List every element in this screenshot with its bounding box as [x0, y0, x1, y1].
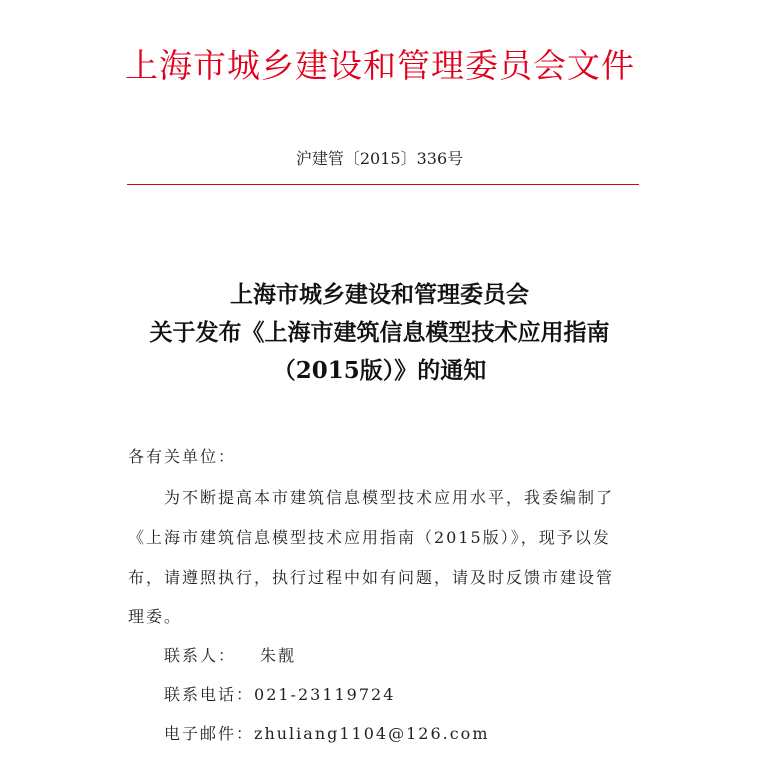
contact-phone-value: 021-23119724 — [254, 685, 396, 704]
red-divider-line — [127, 184, 639, 185]
salutation: 各有关单位： — [128, 447, 237, 466]
contact-email-value: zhuliang1104@126.com — [254, 724, 490, 743]
paragraph-line: 布，请遵照执行，执行过程中如有问题，请及时反馈市建设管 — [128, 568, 615, 587]
paragraph-line: 理委。 — [128, 607, 183, 626]
notice-title-line-3: （2015版）》的通知 — [272, 357, 487, 384]
contact-person-label: 联系人： — [164, 646, 237, 665]
contact-phone-label: 联系电话： — [164, 685, 255, 704]
contact-email-label: 电子邮件： — [164, 724, 255, 743]
contact-phone-row — [164, 682, 395, 705]
contact-person-row — [164, 643, 296, 666]
notice-title-line-2: 关于发布《上海市建筑信息模型技术应用指南 — [149, 319, 610, 346]
document-number: 沪建管〔2015〕336号 — [295, 149, 464, 168]
notice-title — [0, 276, 759, 390]
notice-title-line-1: 上海市城乡建设和管理委员会 — [230, 281, 529, 308]
contact-person-value: 朱靓 — [260, 646, 297, 665]
paragraph-line: 《上海市建筑信息模型技术应用指南（2015版）》，现予以发 — [128, 528, 611, 547]
agency-letterhead-title: 上海市城乡建设和管理委员会文件 — [125, 46, 635, 85]
contact-email-row — [164, 721, 489, 744]
paragraph-line: 为不断提高本市建筑信息模型技术应用水平，我委编制了 — [128, 488, 615, 507]
